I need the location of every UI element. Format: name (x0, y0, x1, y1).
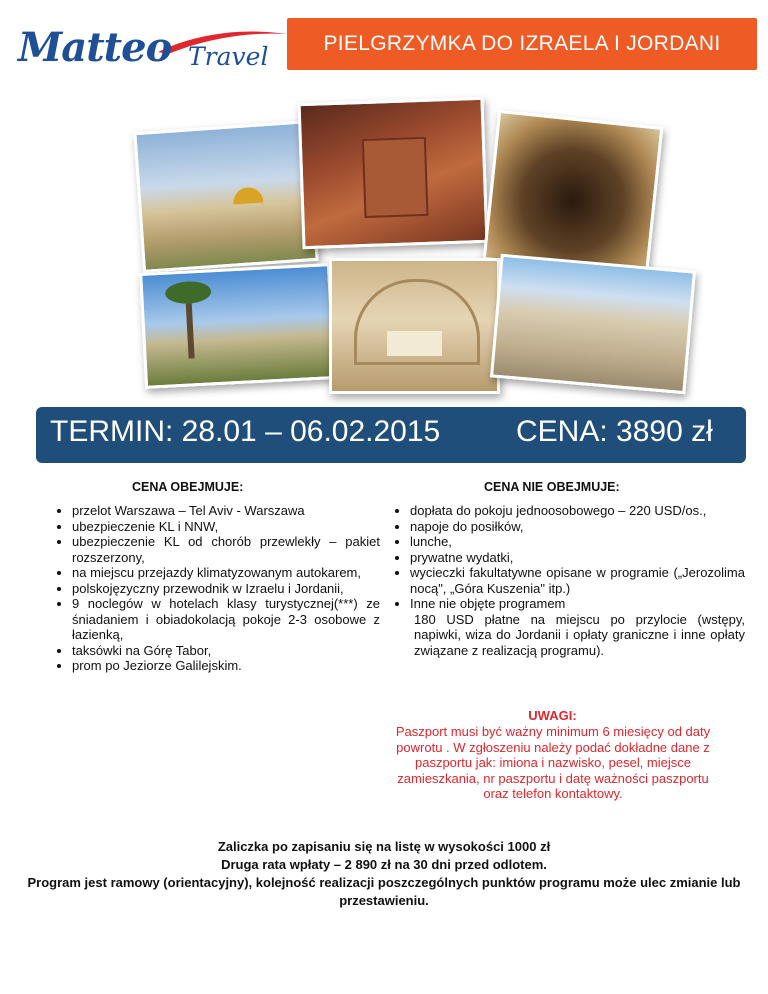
list-item-label: Inne nie objęte programem (410, 596, 566, 611)
program-disclaimer: Program jest ramowy (orientacyjny), kolejność realizacji poszczególnych punktów programu może ulec zmianie lub przestawieniu. (27, 875, 741, 908)
notes-title: UWAGI: (528, 708, 577, 723)
payment-info (20, 838, 748, 910)
list-item: • ubezpieczenie KL od chorób przewlekły – pakiet rozszerzony, (72, 534, 380, 565)
photo-petra (298, 97, 489, 249)
excludes-note: 180 USD płatne na miejscu po przylocie (wstępy, napiwki, wiza do Jordanii i opłaty graniczne i inne opłaty związane z realizacją programu). (414, 611, 745, 658)
logo-sub: Travel (188, 42, 269, 71)
notes-text: Paszport musi być ważny minimum 6 miesięcy od daty powrotu . W zgłoszeniu należy podać dokładne dane z paszportu jak: imiona i nazwisko, pesel, miejsce zamieszkania, nr paszportu i datę ważności paszportu oraz telefon kontaktowy. (395, 724, 711, 801)
photo-jerusalem (133, 120, 318, 273)
photo-amman (490, 254, 696, 395)
list-item: • ubezpieczenie KL i NNW, (72, 519, 380, 535)
list-item: • napoje do posiłków, (410, 519, 745, 535)
page-title-bar (287, 18, 757, 70)
matteo-travel-logo (18, 22, 278, 82)
photo-capernaum (139, 263, 336, 389)
list-item: • prywatne wydatki, (410, 550, 745, 566)
date-price-banner (36, 407, 746, 463)
list-item: • polskojęzyczny przewodnik w Izraelu i Jordanii, (72, 581, 380, 597)
photo-hall-of-names (483, 110, 664, 278)
deposit-line: Zaliczka po zapisaniu się na listę w wysokości 1000 zł (217, 839, 551, 854)
trip-price: CENA: 3890 zł (516, 415, 713, 448)
list-item: • dopłata do pokoju jednoosobowego – 220 USD/os., (410, 503, 745, 519)
excludes-title: CENA NIE OBEJMUJE: (484, 480, 620, 494)
includes-title: CENA OBEJMUJE: (132, 480, 244, 494)
includes-list (50, 503, 380, 674)
trip-dates: TERMIN: 28.01 – 06.02.2015 (50, 415, 441, 448)
list-item: • przelot Warszawa – Tel Aviv - Warszawa (72, 503, 380, 519)
excludes-list (388, 503, 745, 658)
list-item (410, 596, 745, 658)
list-item: • taksówki na Górę Tabor, (72, 643, 380, 659)
second-installment-line: Druga rata wpłaty – 2 890 zł na 30 dni przed odlotem. (221, 857, 547, 872)
logo-brand: Matteo (18, 24, 172, 71)
list-item: • 9 noclegów w hotelach klasy turystycznej(***) ze śniadaniem i obiadokolacją pokoje 2-3 osobowe z łazienką, (72, 596, 380, 643)
list-item: • lunche, (410, 534, 745, 550)
list-item: • prom po Jeziorze Galilejskim. (72, 658, 380, 674)
list-item: • na miejscu przejazdy klimatyzowanym autokarem, (72, 565, 380, 581)
list-item: • wycieczki fakultatywne opisane w programie („Jerozolima nocą", „Góra Kuszenia" itp.) (410, 565, 745, 596)
page-title: PIELGRZYMKA DO IZRAELA I JORDANI (323, 32, 721, 55)
photo-cenacle (329, 258, 500, 394)
